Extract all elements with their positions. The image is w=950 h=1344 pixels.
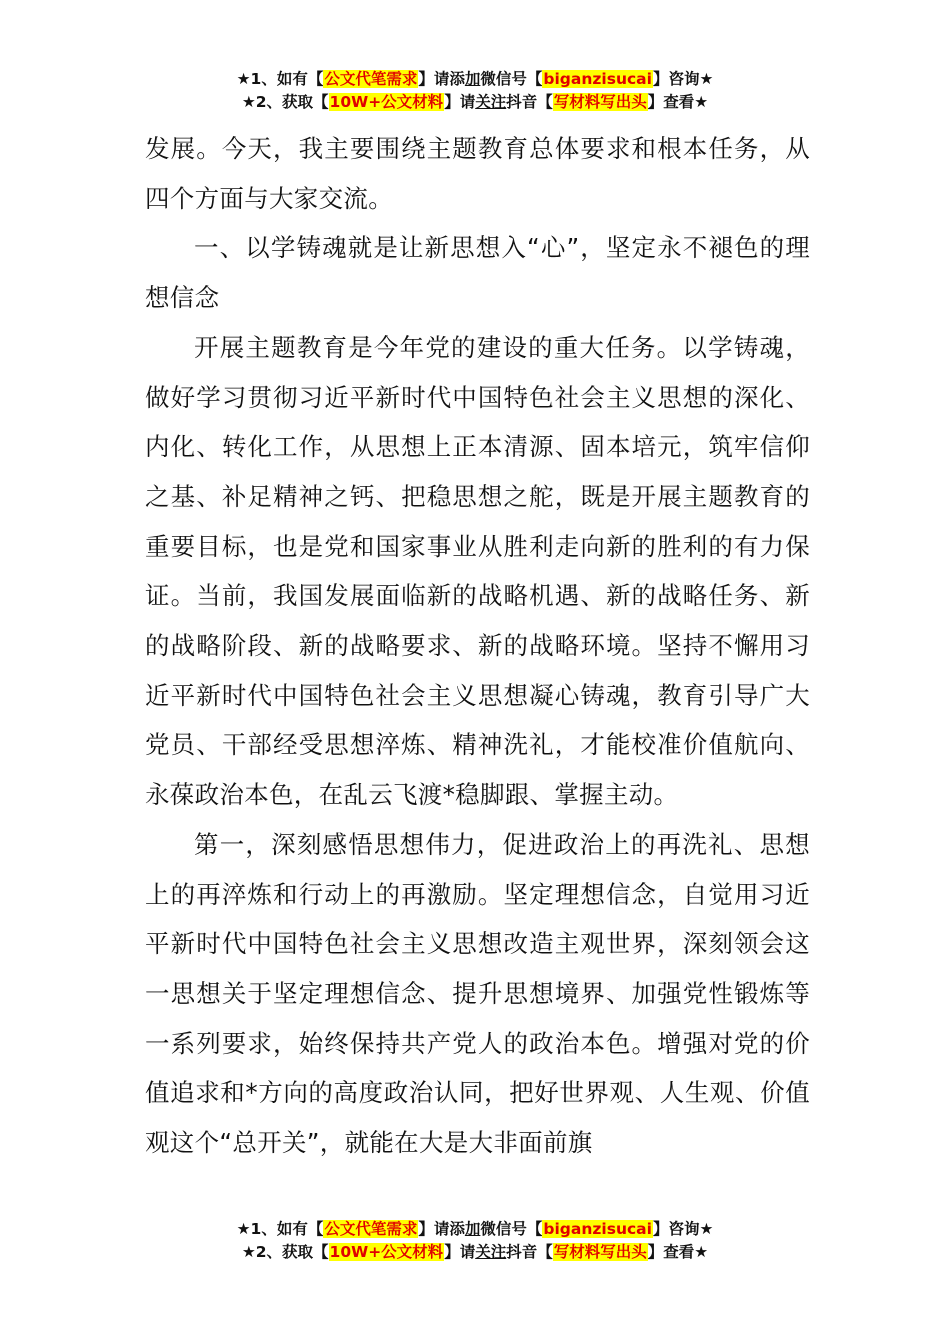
banner-text: 】请添 bbox=[418, 1220, 465, 1238]
banner-text: ★1、如有【 bbox=[236, 1220, 324, 1238]
banner-highlight: 写材料写出头 bbox=[553, 93, 647, 111]
banner-text: 微信号【 bbox=[480, 70, 543, 88]
banner-line-2 bbox=[0, 91, 950, 114]
section-heading: 一、以学铸魂就是让新思想入“心”，坚定永不褪色的理想信念 bbox=[145, 233, 810, 313]
banner-underlined-text: 加 bbox=[464, 1220, 481, 1238]
banner-highlight: 写材料写出头 bbox=[553, 1243, 647, 1261]
header-banner bbox=[0, 68, 950, 114]
banner-text: 微信号【 bbox=[480, 1220, 543, 1238]
banner-highlight: 公文代笔需求 bbox=[324, 70, 418, 88]
banner-text: 】请添 bbox=[418, 70, 465, 88]
paragraph: 第一，深刻感悟思想伟力，促进政治上的再洗礼、思想上的再淬炼和行动上的再激励。坚定理想信念，自觉用习近平新时代中国特色社会主义思想改造主观世界，深刻领会这一思想关于坚定理想信念、提升思想境界、加强党性锻炼等一系列要求，始终保持共产党人的政治本色。增强对党的价值追求和*方向的高度政治认同，把好世界观、人生观、价值观这个“总开关”，就能在大是大非面前旗 bbox=[145, 829, 810, 1158]
banner-underlined-text: 加 bbox=[464, 70, 481, 88]
banner-text: 】请 bbox=[444, 1243, 476, 1261]
banner-highlight: 公文代笔需求 bbox=[324, 1220, 418, 1238]
paragraph: 开展主题教育是今年党的建设的重大任务。以学铸魂，做好学习贯彻习近平新时代中国特色社会主义思想的深化、内化、转化工作，从思想上正本清源、固本培元，筑牢信仰之基、补足精神之钙、把稳思想之舵，既是开展主题教育的重要目标，也是党和国家事业从胜利走向新的胜利的有力保证。当前，我国发展面临新的战略机遇、新的战略任务、新的战略阶段、新的战略要求、新的战略环境。坚持不懈用习近平新时代中国特色社会主义思想凝心铸魂，教育引导广大党员、干部经受思想淬炼、精神洗礼，才能校准价值航向、永葆政治本色，在乱云飞渡*稳脚跟、掌握主动。 bbox=[145, 332, 810, 810]
banner-text: ★1、如有【 bbox=[236, 70, 324, 88]
banner-text: 】咨询★ bbox=[652, 1220, 714, 1238]
banner-text: 抖音【 bbox=[506, 93, 553, 111]
banner-line-1 bbox=[0, 1218, 950, 1241]
banner-underlined-text: 关注 bbox=[475, 1243, 507, 1261]
banner-highlight: biganzisucai bbox=[543, 1220, 652, 1238]
banner-text: ★2、获取【 bbox=[241, 93, 329, 111]
banner-highlight: 10W+公文材料 bbox=[329, 1243, 444, 1261]
banner-highlight: 10W+公文材料 bbox=[329, 93, 444, 111]
banner-text: 】咨询★ bbox=[652, 70, 714, 88]
banner-line-1 bbox=[0, 68, 950, 91]
banner-text: 】查看★ bbox=[647, 93, 709, 111]
footer-banner bbox=[0, 1218, 950, 1264]
banner-text: ★2、获取【 bbox=[241, 1243, 329, 1261]
banner-text: 】请 bbox=[444, 93, 476, 111]
banner-text: 抖音【 bbox=[506, 1243, 553, 1261]
document-body bbox=[145, 124, 810, 1168]
banner-text: 】查看★ bbox=[647, 1243, 709, 1261]
paragraph-continuation: 发展。今天，我主要围绕主题教育总体要求和根本任务，从四个方面与大家交流。 bbox=[145, 134, 810, 213]
banner-highlight: biganzisucai bbox=[543, 70, 652, 88]
banner-underlined-text: 关注 bbox=[475, 93, 507, 111]
banner-line-2 bbox=[0, 1241, 950, 1264]
